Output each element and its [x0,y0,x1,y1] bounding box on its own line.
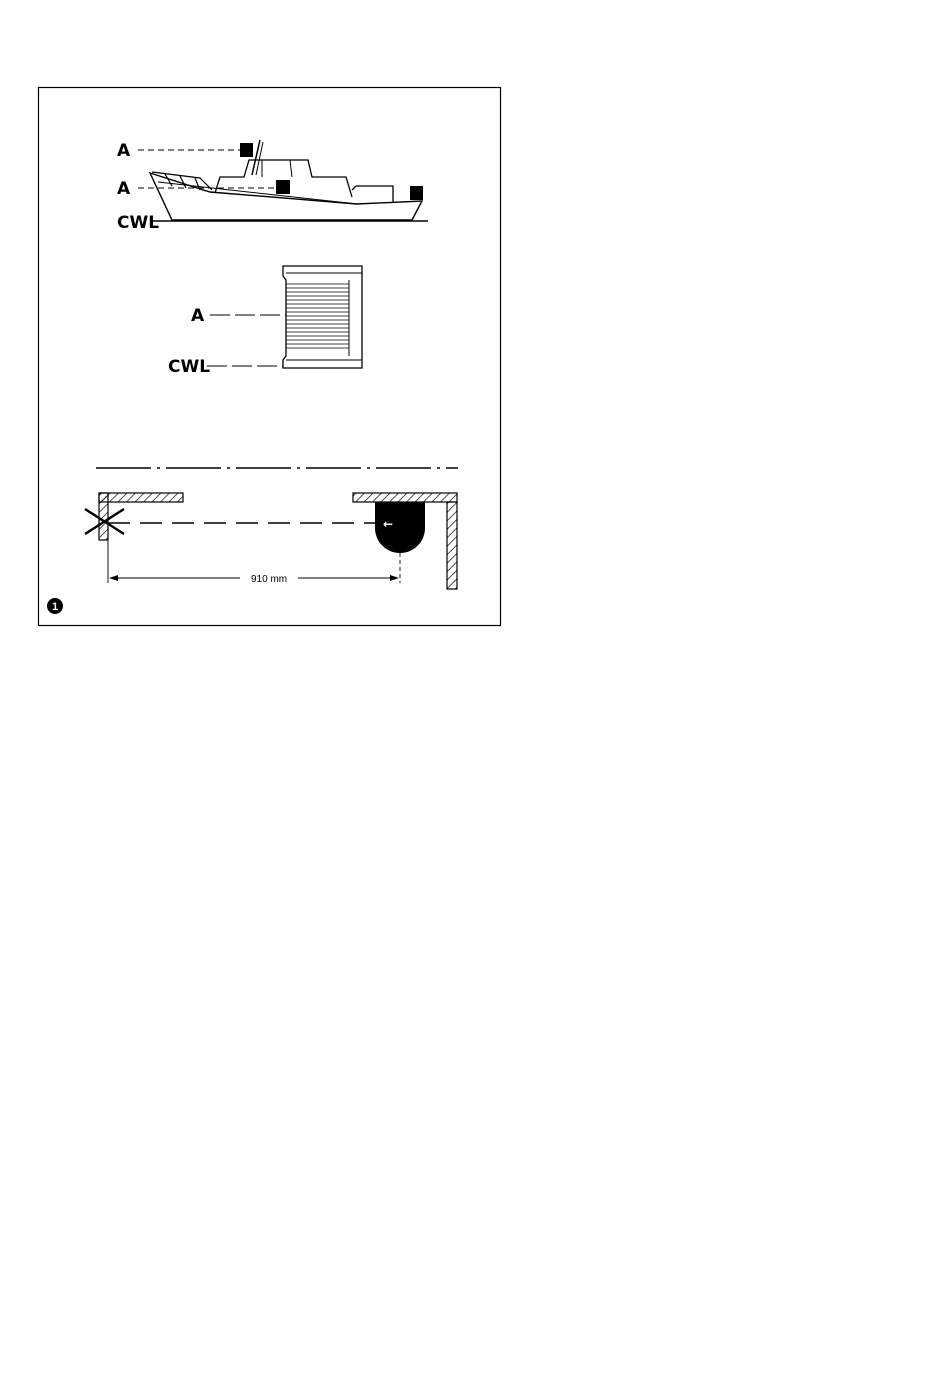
label-cwl-light: CWL [168,357,211,377]
figure-number: 1 [51,601,59,613]
right-bulkhead-top [353,493,457,502]
boat-side-view [117,140,428,233]
boat-mast [252,140,260,175]
left-bulkhead-top [99,493,183,502]
boat-aft-cabin [352,186,393,203]
left-bulkhead-side [99,493,108,540]
masthead-light-marker [240,143,253,157]
light-direction-arrow-icon: ← [383,517,394,531]
light-housing [283,266,362,368]
dimension-label: 910 mm [251,574,288,585]
nav-light-side-view [168,266,362,377]
label-a-light: A [191,306,205,326]
clearance-plan-view [85,468,458,589]
label-a-lower: A [117,179,131,199]
label-a-upper: A [117,141,131,161]
side-light-marker [276,180,290,194]
stern-light-marker [410,186,423,200]
right-bulkhead-side [447,502,457,589]
label-cwl-boat: CWL [117,213,160,233]
